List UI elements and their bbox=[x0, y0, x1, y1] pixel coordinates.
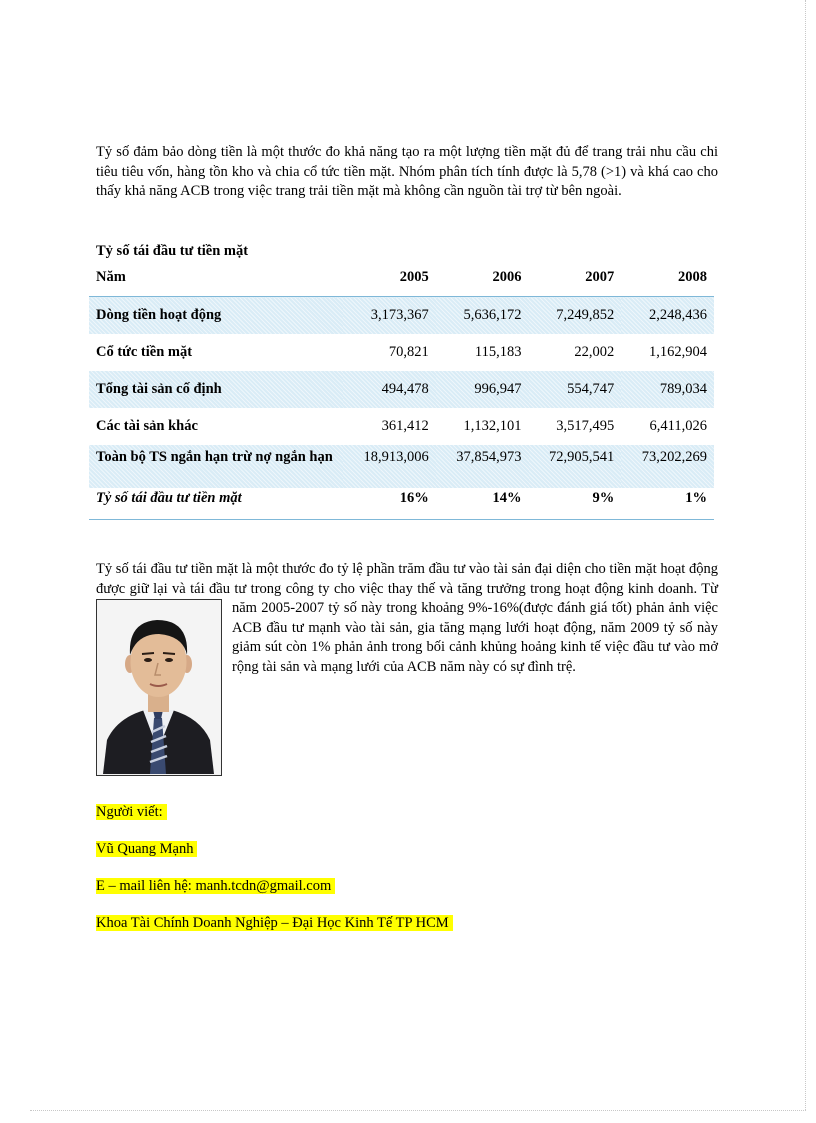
ratio-row bbox=[89, 488, 714, 514]
cell-value: 18,913,006 bbox=[343, 445, 436, 488]
header-year: 2006 bbox=[436, 258, 529, 297]
analysis-text: Tỷ số tái đầu tư tiền mặt là một thước đo tỷ lệ phần trăm đầu tư vào tài sản đại diện cho tiền mặt hoạt động được giữ lại và tái đầu tư trong công ty cho việc thay thế và tăng trưởng trong hoạt động kinh doanh. Từ năm 2005-2007 tỷ số này trong khoảng 9%-16%(được đánh giá tốt) phản ảnh việc ACB đầu tư mạnh vào tài sản, gia tăng mạng lưới hoạt động, năm 2009 tỷ số này giảm sút còn 1% phản ảnh trong bối cảnh khủng hoảng kinh tế việc đầu tư vào mở rộng tài sản và mạng lưới của ACB năm này có sự đình trệ. bbox=[96, 561, 718, 675]
analysis-paragraph bbox=[96, 560, 718, 776]
row-label: Các tài sản khác bbox=[96, 418, 198, 434]
cell-value: 5,636,172 bbox=[436, 297, 529, 335]
cell-value: 1,162,904 bbox=[649, 344, 707, 360]
table-header-row bbox=[89, 258, 714, 297]
table-row bbox=[89, 408, 714, 445]
cell-value: 789,034 bbox=[621, 371, 714, 408]
row-label: Tổng tài sản cố định bbox=[89, 371, 343, 408]
author-affiliation bbox=[96, 914, 453, 932]
author-name bbox=[96, 840, 197, 858]
row-label: Dòng tiền hoạt động bbox=[89, 297, 343, 335]
author-email-text: E – mail liên hệ: manh.tcdn@gmail.com bbox=[96, 878, 335, 894]
cell-value: 554,747 bbox=[529, 371, 622, 408]
header-year: 2008 bbox=[621, 258, 714, 297]
header-year-label: Năm bbox=[89, 258, 343, 297]
ratio-label: Tỷ số tái đầu tư tiền mặt bbox=[96, 490, 242, 506]
table-row bbox=[89, 445, 714, 488]
cell-value: 37,854,973 bbox=[436, 445, 529, 488]
cell-value: 70,821 bbox=[388, 344, 429, 360]
cell-value: 3,517,495 bbox=[556, 418, 615, 434]
cell-value: 115,183 bbox=[474, 344, 522, 360]
cell-value: 2,248,436 bbox=[621, 297, 714, 335]
cash-reinvestment-table bbox=[89, 258, 714, 514]
cell-value: 22,002 bbox=[574, 344, 615, 360]
table-bottom-rule bbox=[89, 519, 714, 520]
author-name-text: Vũ Quang Mạnh bbox=[96, 841, 197, 857]
photo-wrap-spacer bbox=[96, 599, 232, 776]
cell-value: 72,905,541 bbox=[529, 445, 622, 488]
ratio-value: 16% bbox=[399, 490, 429, 506]
table-title: Tỷ số tái đầu tư tiền mặt bbox=[96, 243, 249, 259]
cell-value: 361,412 bbox=[381, 418, 429, 434]
row-label: Cổ tức tiền mặt bbox=[96, 344, 193, 360]
author-heading-text: Người viết: bbox=[96, 804, 167, 820]
author-affiliation-text: Khoa Tài Chính Doanh Nghiệp – Đại Học Kinh Tế TP HCM bbox=[96, 915, 453, 931]
cell-value: 3,173,367 bbox=[343, 297, 436, 335]
cell-value: 73,202,269 bbox=[621, 445, 714, 488]
cell-value: 7,249,852 bbox=[529, 297, 622, 335]
author-email bbox=[96, 877, 335, 895]
author-heading bbox=[96, 803, 167, 821]
page-border-bottom bbox=[30, 1110, 806, 1111]
cell-value: 1,132,101 bbox=[463, 418, 522, 434]
cell-value: 494,478 bbox=[343, 371, 436, 408]
table-row bbox=[89, 371, 714, 408]
table-row bbox=[89, 334, 714, 371]
page-border-right bbox=[805, 0, 806, 1110]
row-label: Toàn bộ TS ngắn hạn trừ nợ ngắn hạn bbox=[89, 445, 343, 488]
ratio-value: 9% bbox=[592, 490, 615, 506]
table-row bbox=[89, 297, 714, 335]
cell-value: 996,947 bbox=[436, 371, 529, 408]
ratio-value: 14% bbox=[492, 490, 522, 506]
intro-paragraph: Tỷ số đảm bảo dòng tiền là một thước đo khả năng tạo ra một lượng tiền mặt đủ để trang trải nhu cầu chi tiêu tiêu vốn, hàng tồn kho và chia cổ tức tiền mặt. Nhóm phân tích tính được là 5,78 (>1) và khá cao cho thấy khả năng ACB trong việc trang trải tiền mặt mà không cần nguồn tài trợ từ bên ngoài. bbox=[96, 144, 718, 199]
header-year: 2007 bbox=[529, 258, 622, 297]
cell-value: 6,411,026 bbox=[649, 418, 707, 434]
ratio-value: 1% bbox=[685, 490, 707, 506]
header-year: 2005 bbox=[343, 258, 436, 297]
